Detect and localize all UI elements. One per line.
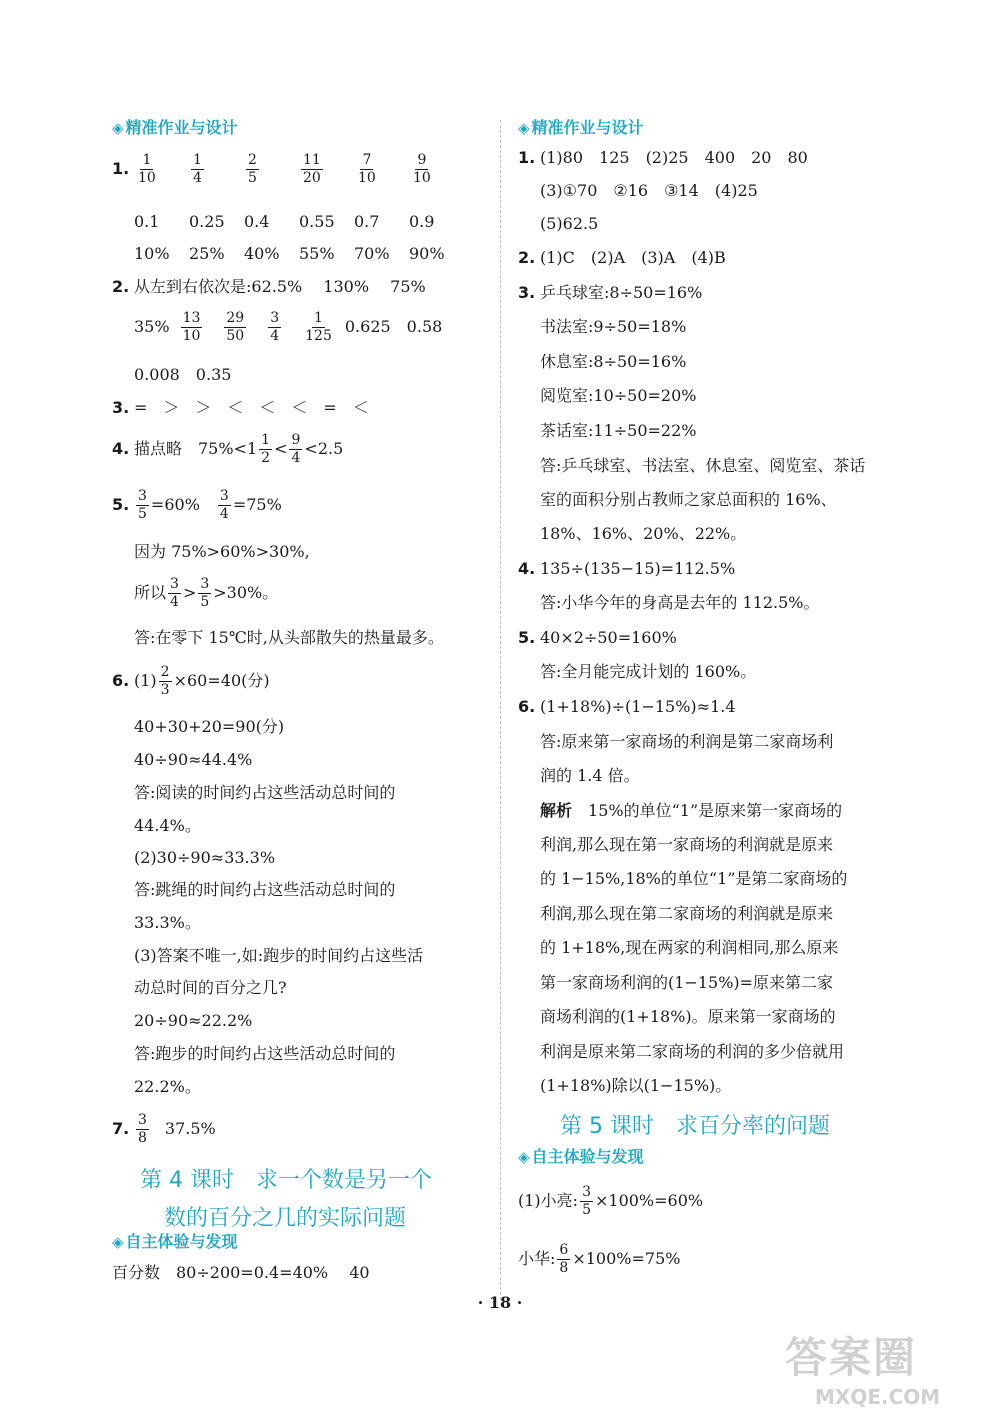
answer-value: 0.4	[244, 212, 270, 231]
answer-value: 0.9	[409, 212, 435, 231]
answer-value: 40%	[244, 244, 280, 263]
analysis-line: 利润是原来第二家商场的利润的多少倍就用	[540, 1042, 845, 1061]
fraction: $\frac{9}{10}$	[413, 152, 431, 186]
r-q3-line: 书法室:9÷50=18%	[540, 317, 687, 336]
fraction: $\frac{3}{4}$	[270, 310, 280, 344]
r-q6-line3: 润的 1.4 倍。	[540, 766, 640, 785]
r-q3-line: 18%、16%、20%、22%。	[540, 524, 747, 543]
r-q1-line3: (5)62.5	[540, 214, 599, 233]
page-number: · 18 ·	[477, 1293, 523, 1312]
q7-line: 7. $\frac{3}{8}$ 37.5%	[112, 1112, 216, 1146]
q2-line1: 2. 从左到右依次是:62.5% 130% 75%	[112, 277, 426, 296]
r-q3-line: 答:乒乓球室、书法室、休息室、阅览室、茶话	[540, 456, 866, 475]
fraction: $\frac{1}{2}$	[261, 432, 271, 466]
q1-percents	[112, 243, 464, 265]
r-q2-line: 2. (1)C (2)A (3)A (4)B	[518, 248, 726, 267]
q2-line3: 0.008 0.35	[134, 365, 232, 384]
lesson-4-title-line1: 第 4 课时 求一个数是另一个	[140, 1168, 432, 1193]
answer-value: 0.1	[134, 212, 160, 231]
r-q1-line1: 1. (1)80 125 (2)25 400 20 80	[518, 148, 808, 167]
q6-line: 答:跑步的时间约占这些活动总时间的	[134, 1044, 396, 1063]
answer-value: 70%	[354, 244, 390, 263]
q6-line: 44.4%。	[134, 816, 201, 835]
q1-fractions: 1. $\frac{1}{10}$ $\frac{1}{4}$ $\frac{2}{5}$ $\frac{11}{20}$ $\frac{7}{10}$ $\frac{9}{10}$	[112, 152, 431, 186]
r-q3-line: 休息室:8÷50=16%	[540, 352, 687, 371]
fraction: $\frac{3}{4}$	[170, 576, 179, 610]
q6-line: 20÷90≈22.2%	[134, 1011, 253, 1030]
answer-value: 10%	[134, 244, 170, 263]
analysis-line: 的 1−15%,18%的单位“1”是第二家商场的	[540, 869, 848, 888]
analysis-line: 商场利润的(1+18%)。原来第一家商场的	[540, 1007, 836, 1026]
fraction: $\frac{3}{4}$	[219, 488, 229, 522]
q6-line: (2)30÷90≈33.3%	[134, 848, 276, 867]
diamond-icon: ◈	[518, 1148, 530, 1166]
analysis-label: 解析	[540, 801, 573, 820]
r-q3-line: 室的面积分别占教师之家总面积的 16%、	[540, 490, 837, 509]
q1-decimals	[112, 211, 464, 233]
q4-line: 4. 描点略 75%<1 $\frac{1}{2}$ < $\frac{9}{4}$ <2.5	[112, 432, 344, 466]
q6-line: 动总时间的百分之几?	[134, 978, 287, 997]
answer-value: 55%	[299, 244, 335, 263]
analysis-line: 利润,那么现在第二家商场的利润就是原来	[540, 904, 834, 923]
q2-line2: 35% $\frac{13}{10}$ $\frac{29}{50}$ $\frac{3}{4}$ $\frac{1}{125}$ 0.625 0.58	[134, 310, 443, 344]
explore-line2: 小华: $\frac{6}{8}$ ×100%=75%	[518, 1242, 681, 1276]
diamond-icon: ◈	[112, 1233, 124, 1251]
r-q5-line1: 5. 40×2÷50=160%	[518, 628, 677, 647]
r-q1-line2: (3)①70 ②16 ③14 (4)25	[540, 181, 758, 200]
section-heading-explore: ◈ 自主体验与发现	[112, 1232, 238, 1251]
fraction: $\frac{3}{5}$	[582, 1184, 591, 1218]
fraction: $\frac{6}{8}$	[559, 1242, 569, 1276]
answer-value: 0.25	[189, 212, 225, 231]
answer-value: 0.7	[354, 212, 380, 231]
q3-line: 3. = ＞ ＞ ＜ ＜ ＜ = ＜	[112, 398, 369, 417]
fraction: $\frac{3}{5}$	[138, 488, 147, 522]
r-q4-line2: 答:小华今年的身高是去年的 112.5%。	[540, 593, 820, 612]
analysis-line: (1+18%)除以(1−15%)。	[540, 1076, 732, 1095]
r-q5-line2: 答:全月能完成计划的 160%。	[540, 662, 757, 681]
q5-line2: 因为 75%>60%>30%,	[134, 542, 310, 561]
analysis-line: 利润,那么现在第一家商场的利润就是原来	[540, 835, 834, 854]
q6-line: 40+30+20=90(分)	[134, 717, 285, 736]
explore-line1: (1)小亮: $\frac{3}{5}$ ×100%=60%	[518, 1184, 704, 1218]
fraction: $\frac{13}{10}$	[182, 310, 201, 344]
q6-line: 22.2%。	[134, 1077, 201, 1096]
diamond-icon: ◈	[518, 119, 530, 137]
r-q3-line: 3. 乒乓球室:8÷50=16%	[518, 283, 703, 302]
explore-line: 百分数 80÷200=0.4=40% 40	[112, 1263, 370, 1282]
q6-line: 33.3%。	[134, 913, 201, 932]
watermark-logo: 答案圈 MXQE.COM	[785, 1333, 941, 1409]
q5-line1: 5. $\frac{3}{5}$ =60% $\frac{3}{4}$ =75%	[112, 488, 282, 522]
fraction: $\frac{1}{125}$	[305, 310, 332, 344]
q6-line: 40÷90≈44.4%	[134, 750, 253, 769]
fraction: $\frac{7}{10}$	[358, 152, 376, 186]
fraction: $\frac{9}{4}$	[291, 432, 301, 466]
diamond-icon: ◈	[112, 119, 124, 137]
q6-line: 答:阅读的时间约占这些活动总时间的	[134, 783, 396, 802]
q6-line: (3)答案不唯一,如:跑步的时间约占这些活	[134, 946, 424, 965]
q5-answer: 答:在零下 15℃时,从头部散失的热量最多。	[134, 628, 444, 647]
fraction: $\frac{2}{3}$	[160, 664, 170, 698]
analysis-line: 的 1+18%,现在两家的利润相同,那么原来	[540, 938, 839, 957]
lesson-5-title: 第 5 课时 求百分率的问题	[560, 1114, 830, 1139]
fraction: $\frac{1}{10}$	[138, 152, 156, 186]
fraction: $\frac{29}{50}$	[226, 310, 245, 344]
fraction: $\frac{3}{8}$	[138, 1112, 147, 1146]
r-q3-line: 阅览室:10÷50=20%	[540, 386, 697, 405]
q6-line: 答:跳绳的时间约占这些活动总时间的	[134, 880, 396, 899]
answer-value: 90%	[409, 244, 445, 263]
r-q4-line1: 4. 135÷(135−15)=112.5%	[518, 559, 736, 578]
fraction: $\frac{1}{4}$	[193, 152, 202, 186]
answer-value: 0.55	[299, 212, 335, 231]
q5-line3: 所以 $\frac{3}{4}$ > $\frac{3}{5}$ >30%。	[134, 576, 279, 610]
r-q3-line: 茶话室:11÷50=22%	[540, 421, 697, 440]
column-divider	[500, 120, 501, 1300]
fraction: $\frac{2}{5}$	[248, 152, 257, 186]
q6-line1: 6. (1) $\frac{2}{3}$ ×60=40(分)	[112, 664, 270, 698]
r-q6-line2: 答:原来第一家商场的利润是第二家商场利	[540, 732, 834, 751]
section-heading-explore: ◈ 自主体验与发现	[518, 1147, 644, 1166]
r-q6-line1: 6. (1+18%)÷(1−15%)≈1.4	[518, 697, 736, 716]
fraction: $\frac{11}{20}$	[303, 152, 321, 186]
section-heading-practice: ◈ 精准作业与设计	[112, 118, 238, 137]
analysis-line: 第一家商场利润的(1−15%)=原来第二家	[540, 973, 834, 992]
lesson-4-title-line2: 数的百分之几的实际问题	[164, 1206, 407, 1231]
answer-value: 25%	[189, 244, 225, 263]
fraction: $\frac{3}{5}$	[200, 576, 210, 610]
analysis-line: 解析 15%的单位“1”是原来第一家商场的	[540, 801, 843, 820]
section-heading-practice: ◈ 精准作业与设计	[518, 118, 644, 137]
